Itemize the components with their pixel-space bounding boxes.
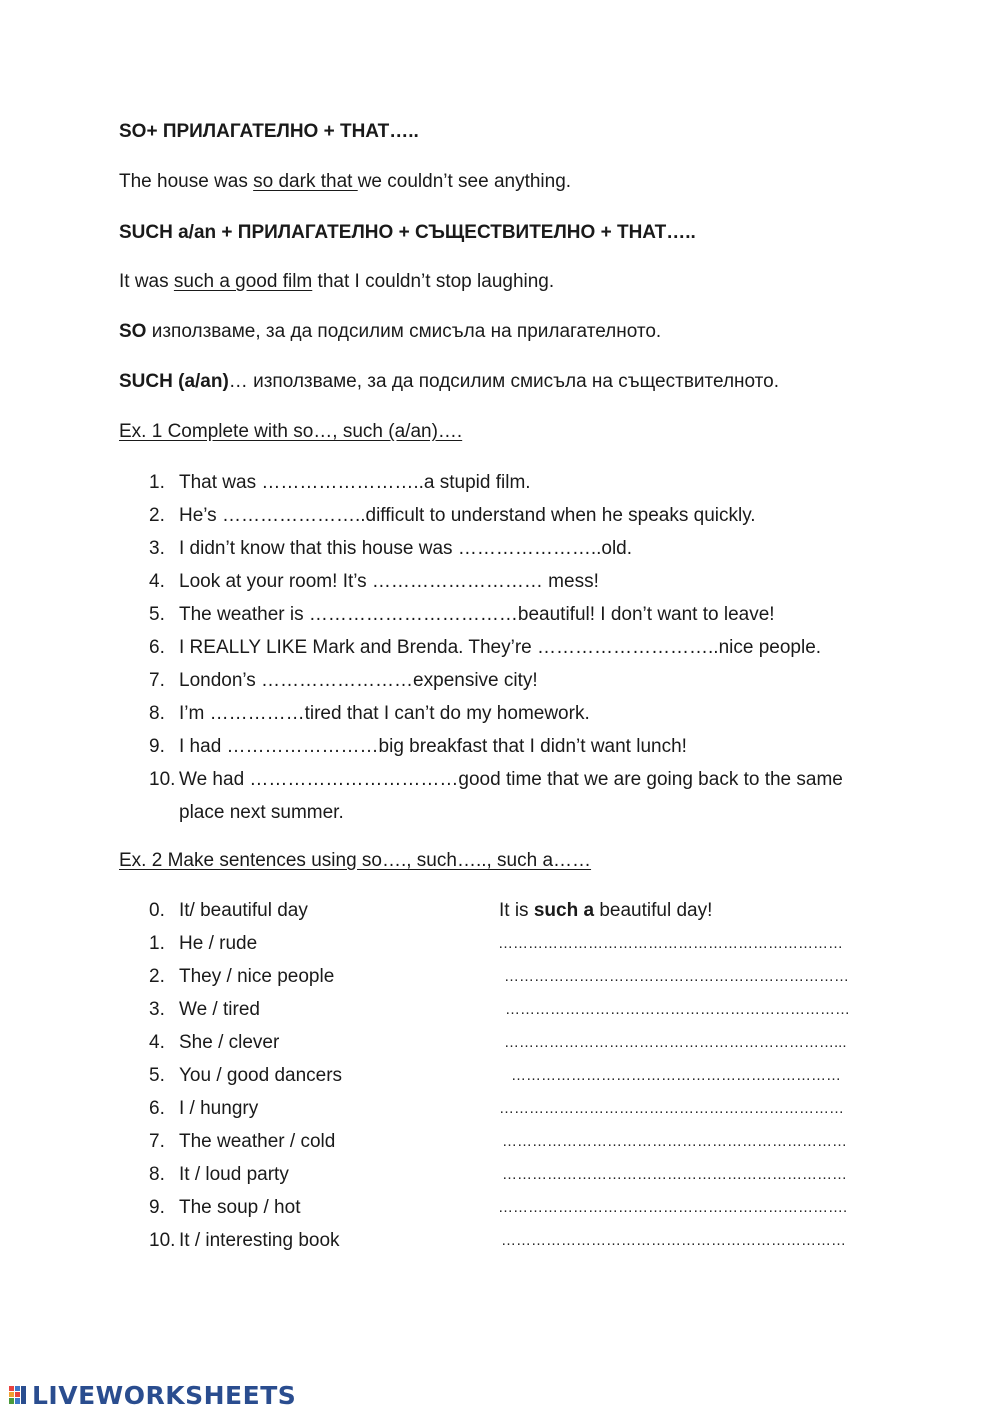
exercise2-item (149, 1092, 889, 1125)
item-number: 2. (149, 505, 165, 526)
item-prompt: We / tired (179, 999, 260, 1020)
example-answer (499, 894, 712, 927)
item-text[interactable]: I had ……………………big breakfast that I didn’t want lunch! (179, 736, 687, 757)
rule2-example (119, 270, 554, 294)
rule2-example-pre: It was (119, 271, 174, 292)
so-note-bold: SO (119, 321, 147, 342)
item-number: 5. (149, 1065, 165, 1086)
exercise2-example (149, 894, 889, 927)
item-number: 6. (149, 1098, 165, 1119)
answer-blank[interactable]: …………………………………………………………… (499, 1100, 844, 1117)
item-text[interactable]: Look at your room! It’s ……………………… mess! (179, 571, 599, 592)
item-number: 3. (149, 999, 165, 1020)
so-note (119, 320, 661, 344)
item-number: 0. (149, 900, 165, 921)
exercise1-item (149, 466, 879, 499)
rule2-heading: SUCH a/an + ПРИЛАГАТЕЛНО + СЪЩЕСТВИТЕЛНО + THAT….. (119, 222, 696, 243)
item-number: 7. (149, 670, 165, 691)
item-number: 4. (149, 1032, 165, 1053)
answer-blank[interactable]: …………………………………………………………… (501, 1232, 846, 1249)
item-number: 8. (149, 1164, 165, 1185)
item-number: 1. (149, 933, 165, 954)
answer-blank[interactable]: …………………………………………………………… (498, 935, 843, 952)
item-number: 9. (149, 736, 165, 757)
so-note-text: използваме, за да подсилим смисъла на прилагателното. (146, 321, 662, 342)
answer-blank[interactable]: …………………………………………………………… (505, 1001, 850, 1018)
rule1-example-underline: so dark that (253, 171, 358, 192)
such-note-text: … използваме, за да подсилим смисъла на съществителното. (228, 371, 780, 392)
exercise1-item (149, 565, 879, 598)
exercise1-item (149, 499, 879, 532)
liveworksheets-logo-icon (8, 1384, 30, 1406)
item-text[interactable]: We had ……………………………good time that we are going back to the same place next summer. (179, 769, 843, 823)
exercise2-list (149, 894, 889, 1257)
exercise2-item (149, 1191, 889, 1224)
exercise2-item (149, 1026, 889, 1059)
example-answer-pre: It is (499, 900, 534, 921)
liveworksheets-logo (8, 1381, 296, 1409)
item-prompt: It / interesting book (179, 1230, 340, 1251)
item-prompt: The weather / cold (179, 1131, 336, 1152)
exercise1-item (149, 763, 879, 829)
answer-blank[interactable]: ……………………………………………………………. (498, 1199, 848, 1216)
exercise1-item (149, 532, 879, 565)
rule1-example-pre: The house was (119, 171, 254, 192)
such-note-bold: SUCH (a/an) (119, 371, 229, 392)
exercise2-item (149, 960, 889, 993)
exercise1-item (149, 664, 879, 697)
item-number: 3. (149, 538, 165, 559)
answer-blank[interactable]: …………………………………………………………… (504, 968, 849, 985)
exercise2-item (149, 993, 889, 1026)
item-number: 2. (149, 966, 165, 987)
item-prompt: He / rude (179, 933, 258, 954)
exercise2-title: Ex. 2 Make sentences using so…., such….., such a…… (119, 850, 592, 871)
rule2-example-post: that I couldn’t stop laughing. (312, 271, 555, 292)
example-answer-bold: such a (533, 900, 595, 921)
item-prompt: You / good dancers (179, 1065, 343, 1086)
item-prompt: They / nice people (179, 966, 335, 987)
exercise1-item (149, 697, 879, 730)
item-number: 8. (149, 703, 165, 724)
answer-blank[interactable]: …………………………………………………………… (502, 1166, 847, 1183)
item-number: 7. (149, 1131, 165, 1152)
exercise1-item (149, 631, 879, 664)
such-note (119, 370, 779, 394)
exercise2-item (149, 1125, 889, 1158)
item-number: 5. (149, 604, 165, 625)
item-number: 6. (149, 637, 165, 658)
answer-blank[interactable]: …………………………………………………………… (502, 1133, 847, 1150)
exercise1-item (149, 598, 879, 631)
exercise2-item (149, 1158, 889, 1191)
item-text[interactable]: The weather is ……………………………beautiful! I don’t want to leave! (179, 604, 775, 625)
item-number: 10. (149, 1230, 176, 1251)
rule1-example (119, 170, 571, 194)
item-prompt: She / clever (179, 1032, 280, 1053)
item-number: 9. (149, 1197, 165, 1218)
exercise1-list (149, 466, 879, 829)
item-text[interactable]: That was ……………………..a stupid film. (179, 472, 531, 493)
rule1-example-post: we couldn’t see anything. (357, 171, 572, 192)
exercise2-item (149, 1224, 889, 1257)
rule2-example-underline: such a good film (173, 271, 313, 292)
item-number: 4. (149, 571, 165, 592)
item-number: 10. (149, 769, 176, 790)
item-text[interactable]: London’s ……………………expensive city! (179, 670, 538, 691)
answer-blank[interactable]: …………………………………………………………... (504, 1034, 847, 1051)
item-prompt: It / loud party (179, 1164, 289, 1185)
item-prompt: It/ beautiful day (179, 900, 308, 921)
item-text[interactable]: I’m ……………tired that I can’t do my homework. (179, 703, 590, 724)
exercise2-item (149, 1059, 889, 1092)
item-number: 1. (149, 472, 165, 493)
answer-blank[interactable]: ………………………………………………………… (511, 1067, 841, 1084)
item-text[interactable]: He’s …………………..difficult to understand when he speaks quickly. (179, 505, 756, 526)
item-text[interactable]: I REALLY LIKE Mark and Brenda. They’re ………………………..nice people. (179, 637, 822, 658)
item-text[interactable]: I didn’t know that this house was …………………..old. (179, 538, 633, 559)
exercise2-item (149, 927, 889, 960)
item-prompt: I / hungry (179, 1098, 259, 1119)
liveworksheets-logo-text: LIVEWORKSHEETS (32, 1380, 297, 1410)
example-answer-post: beautiful day! (594, 900, 713, 921)
item-prompt: The soup / hot (179, 1197, 301, 1218)
rule1-heading: SO+ ПРИЛАГАТЕЛНО + THAT….. (119, 121, 419, 142)
exercise1-title: Ex. 1 Complete with so…, such (a/an)…. (119, 421, 463, 442)
exercise1-item (149, 730, 879, 763)
